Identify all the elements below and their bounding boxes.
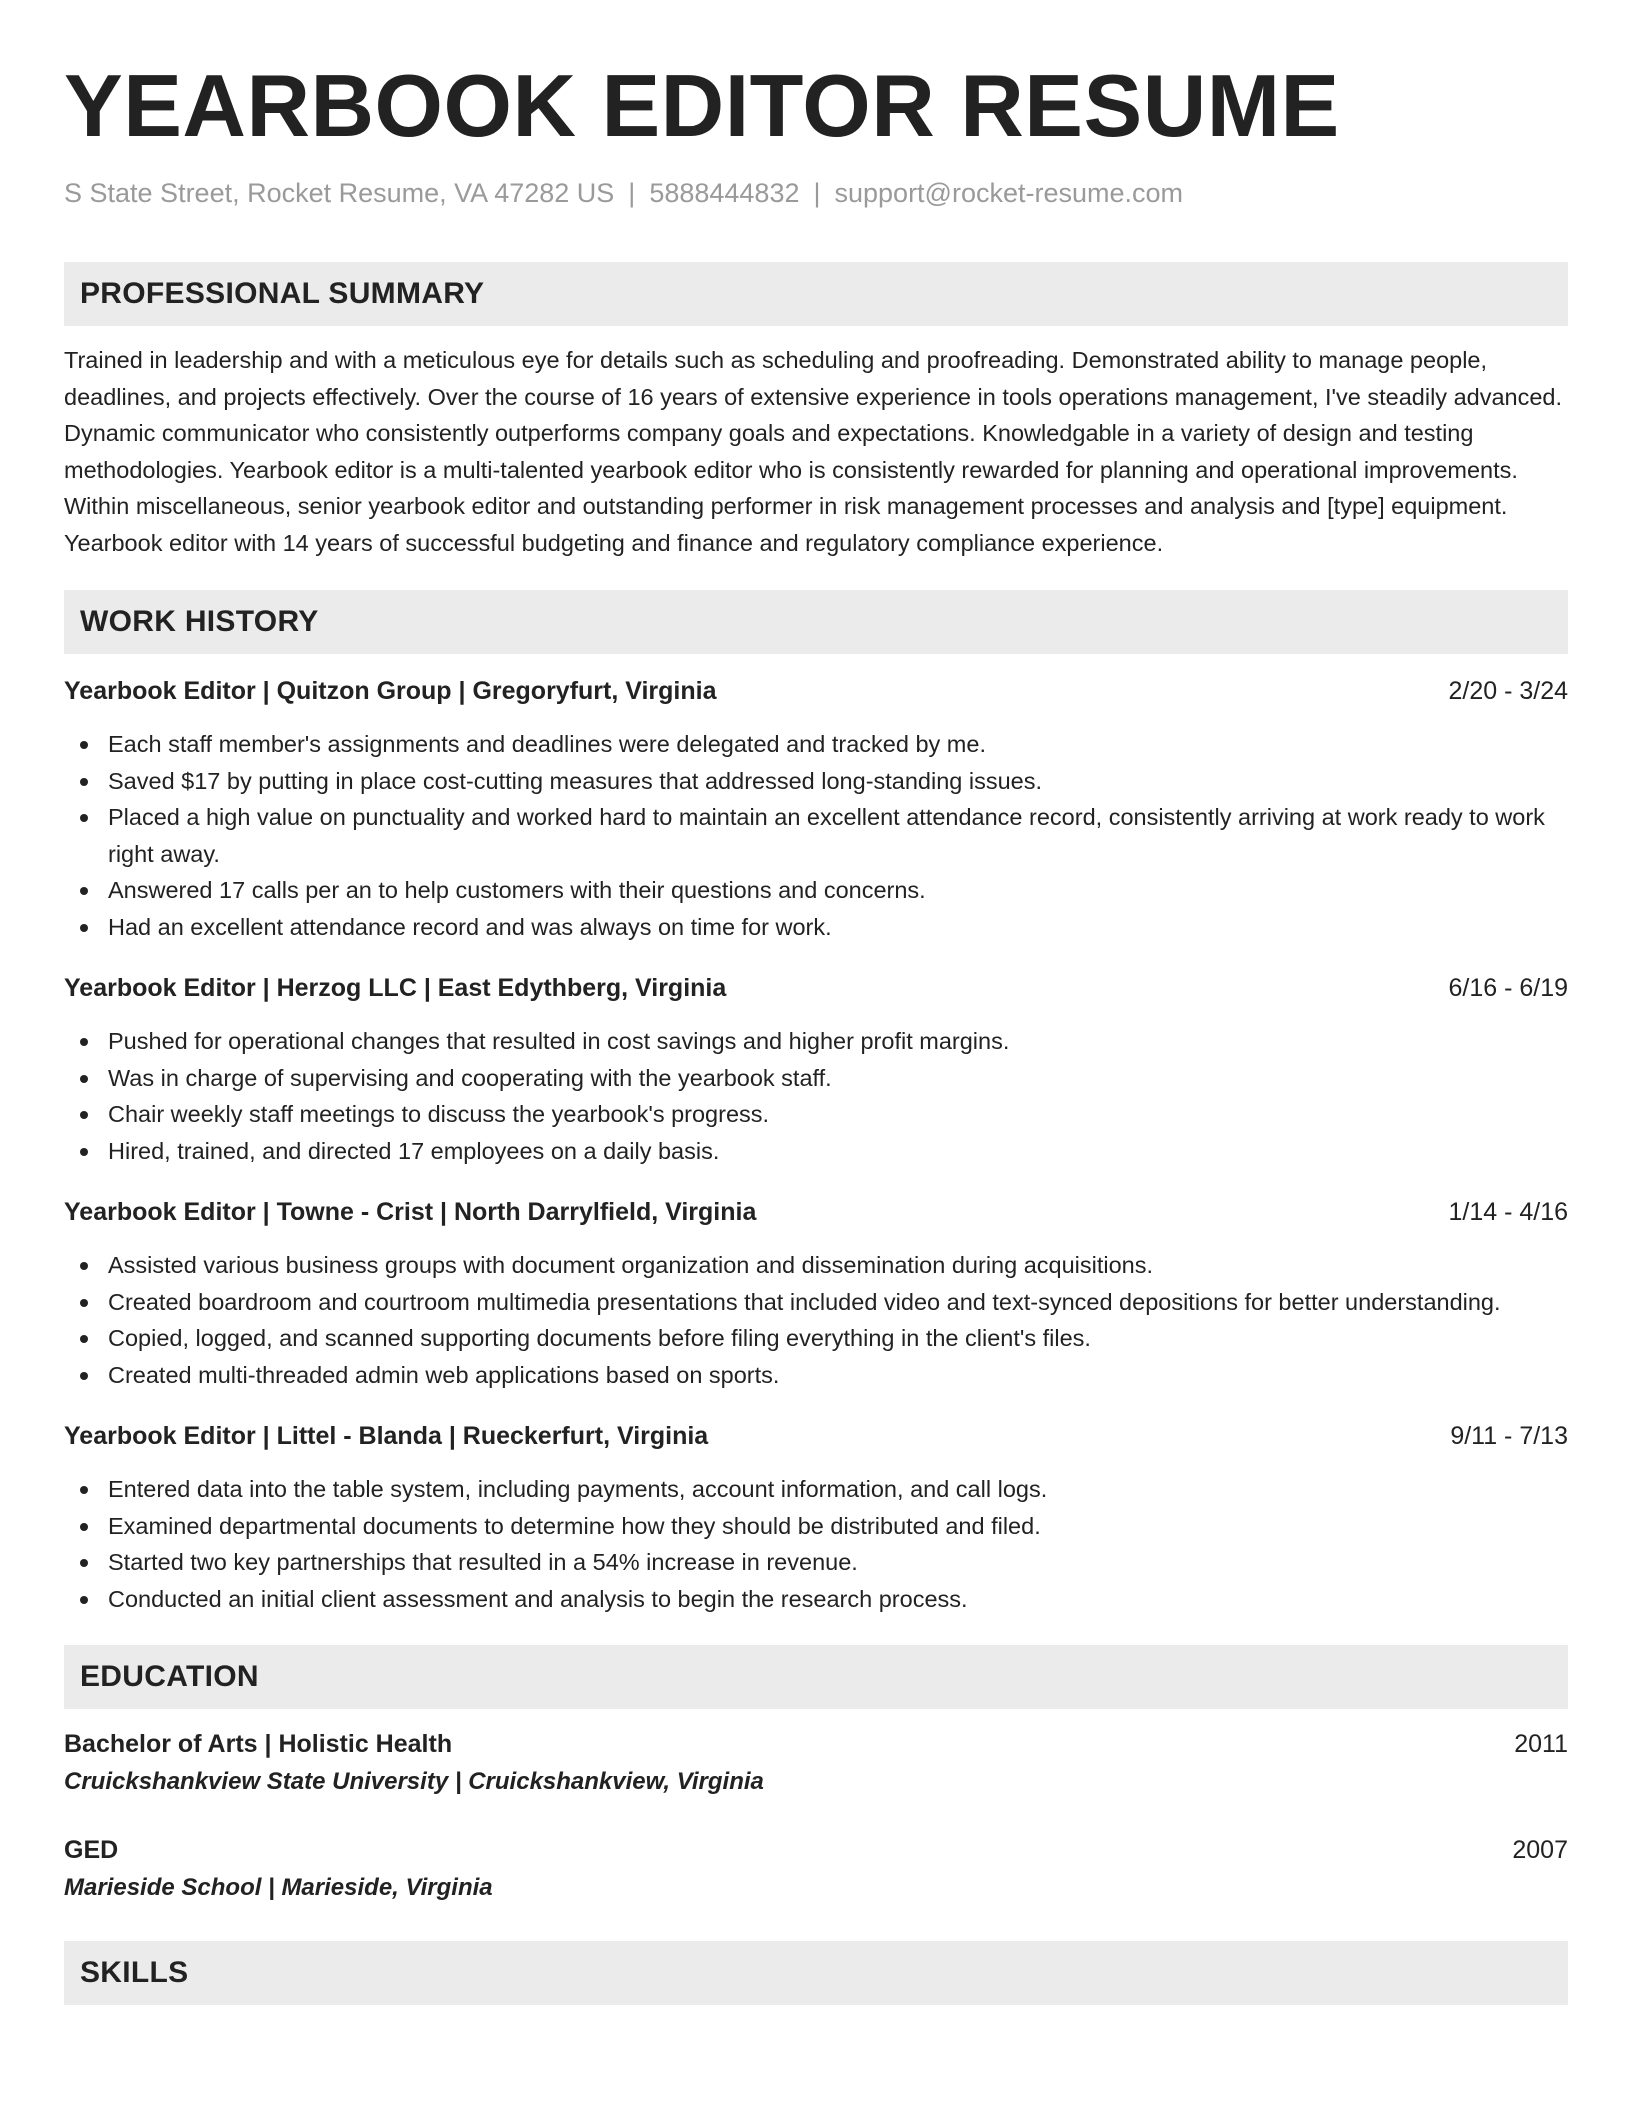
job-header	[64, 971, 1568, 1005]
job-bullet: Pushed for operational changes that resulted in cost savings and higher profit margins.	[64, 1023, 1568, 1060]
job-dates: 1/14 - 4/16	[1448, 1198, 1568, 1226]
education-year: 2011	[1514, 1730, 1568, 1758]
contact-phone: 5888444832	[649, 178, 800, 208]
job-bullet: Chair weekly staff meetings to discuss the yearbook's progress.	[64, 1096, 1568, 1133]
job-bullet: Saved $17 by putting in place cost-cutting measures that addressed long-standing issues.	[64, 763, 1568, 800]
job-bullet: Each staff member's assignments and deadlines were delegated and tracked by me.	[64, 726, 1568, 763]
section-heading-education: EDUCATION	[64, 1645, 1568, 1709]
section-heading-work-history: WORK HISTORY	[64, 590, 1568, 654]
job-header	[64, 674, 1568, 708]
job-title: Yearbook Editor | Littel - Blanda | Rueckerfurt, Virginia	[64, 1422, 709, 1450]
job-bullet: Had an excellent attendance record and was always on time for work.	[64, 909, 1568, 946]
job-bullet: Created boardroom and courtroom multimedia presentations that included video and text-synced depositions for better understanding.	[64, 1284, 1568, 1321]
education-entry	[64, 1727, 1568, 1799]
contact-address: S State Street, Rocket Resume, VA 47282 US	[64, 178, 615, 208]
education-school: Marieside School | Marieside, Virginia	[64, 1874, 493, 1901]
job-title: Yearbook Editor | Quitzon Group | Gregoryfurt, Virginia	[64, 677, 717, 705]
summary-text: Trained in leadership and with a meticulous eye for details such as scheduling and proofreading. Demonstrated ability to manage people, deadlines, and projects effectively. Over the course of 16 years of extensive experience in tools operations management, I've steadily advanced. Dynamic communicator who consistently outperforms company goals and expectations. Knowledgable in a variety of design and testing methodologies. Yearbook editor is a multi-talented yearbook editor who is consistently rewarded for planning and operational improvements. Within miscellaneous, senior yearbook editor and outstanding performer in risk management processes and analysis and [type] equipment. Yearbook editor with 14 years of successful budgeting and finance and regulatory compliance experience.	[64, 347, 1563, 556]
job-bullet: Answered 17 calls per an to help customers with their questions and concerns.	[64, 872, 1568, 909]
resume-title: YEARBOOK EDITOR RESUME	[64, 56, 1340, 155]
contact-separator: |	[628, 178, 636, 208]
contact-separator: |	[813, 178, 821, 208]
job-bullets	[64, 726, 1568, 945]
job-title: Yearbook Editor | Herzog LLC | East Edythberg, Virginia	[64, 974, 727, 1002]
job-bullet: Created multi-threaded admin web applications based on sports.	[64, 1357, 1568, 1394]
education-year: 2007	[1512, 1836, 1568, 1864]
job-dates: 9/11 - 7/13	[1450, 1422, 1568, 1450]
education-header	[64, 1727, 1568, 1761]
education-entry	[64, 1833, 1568, 1905]
job-entry	[64, 1419, 1568, 1617]
job-entry	[64, 1195, 1568, 1393]
job-entry	[64, 674, 1568, 945]
job-bullet: Copied, logged, and scanned supporting documents before filing everything in the client's files.	[64, 1320, 1568, 1357]
section-heading-summary: PROFESSIONAL SUMMARY	[64, 262, 1568, 326]
job-bullets	[64, 1247, 1568, 1393]
job-bullets	[64, 1471, 1568, 1617]
education-degree: Bachelor of Arts | Holistic Health	[64, 1730, 453, 1758]
job-entry	[64, 971, 1568, 1169]
education-header	[64, 1833, 1568, 1867]
job-title: Yearbook Editor | Towne - Crist | North Darrylfield, Virginia	[64, 1198, 757, 1226]
job-bullet: Examined departmental documents to determine how they should be distributed and filed.	[64, 1508, 1568, 1545]
job-header	[64, 1195, 1568, 1229]
job-dates: 6/16 - 6/19	[1448, 974, 1568, 1002]
job-bullet: Was in charge of supervising and cooperating with the yearbook staff.	[64, 1060, 1568, 1097]
contact-email: support@rocket-resume.com	[834, 178, 1184, 208]
section-heading-skills: SKILLS	[64, 1941, 1568, 2005]
education-degree: GED	[64, 1836, 119, 1864]
job-bullet: Conducted an initial client assessment and analysis to begin the research process.	[64, 1581, 1568, 1618]
job-dates: 2/20 - 3/24	[1448, 677, 1568, 705]
job-bullets	[64, 1023, 1568, 1169]
job-bullet: Started two key partnerships that resulted in a 54% increase in revenue.	[64, 1544, 1568, 1581]
job-bullet: Entered data into the table system, including payments, account information, and call logs.	[64, 1471, 1568, 1508]
job-bullet: Hired, trained, and directed 17 employees on a daily basis.	[64, 1133, 1568, 1170]
contact-line	[64, 176, 1568, 210]
job-header	[64, 1419, 1568, 1453]
education-school: Cruickshankview State University | Cruickshankview, Virginia	[64, 1768, 764, 1795]
job-bullet: Assisted various business groups with document organization and dissemination during acquisitions.	[64, 1247, 1568, 1284]
job-bullet: Placed a high value on punctuality and worked hard to maintain an excellent attendance record, consistently arriving at work ready to work right away.	[64, 799, 1568, 872]
